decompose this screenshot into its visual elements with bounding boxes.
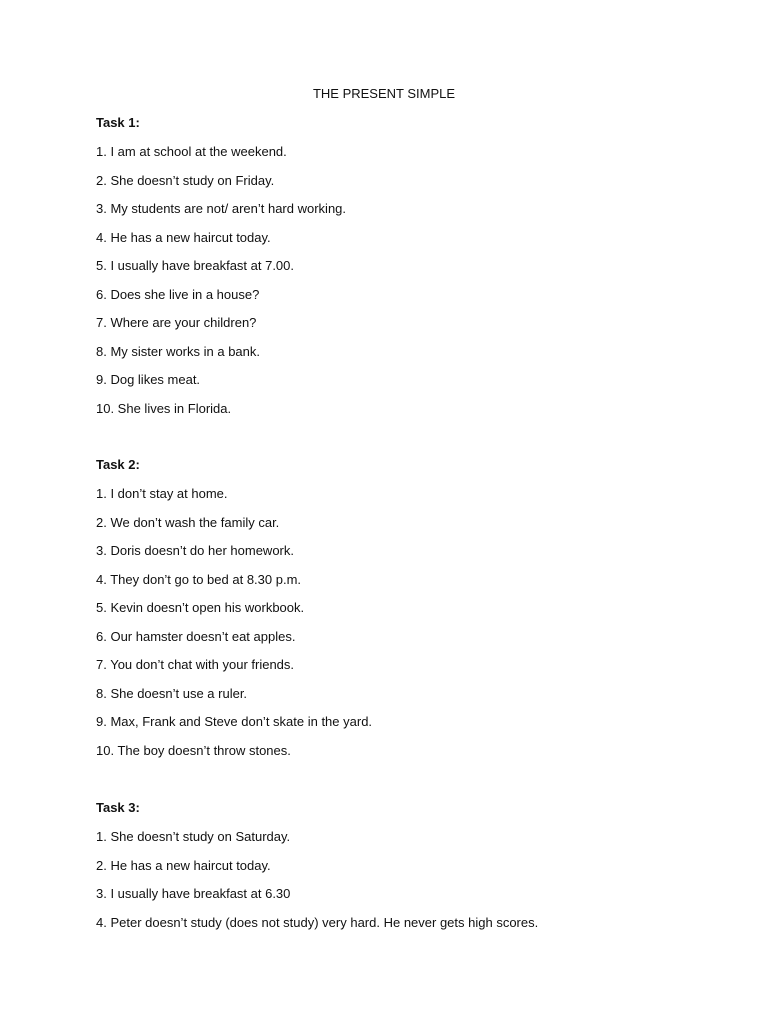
list-item: 2. We don’t wash the family car.	[96, 514, 280, 530]
list-item: 2. She doesn’t study on Friday.	[96, 172, 275, 188]
list-item: 5. Kevin doesn’t open his workbook.	[96, 600, 305, 615]
task-1-section	[96, 115, 696, 429]
list-item: 7. You don’t chat with your friends.	[96, 657, 295, 672]
list-item: 9. Max, Frank and Steve don’t skate in the yard.	[96, 714, 373, 729]
list-item: 9. Dog likes meat.	[96, 372, 201, 387]
list-item: 8. My sister works in a bank.	[96, 343, 260, 359]
list-item: 3. I usually have breakfast at 6.30	[96, 886, 291, 901]
task-3-section	[96, 800, 696, 943]
list-item: 8. She doesn’t use a ruler.	[96, 685, 248, 701]
list-item: 4. He has a new haircut today.	[96, 229, 271, 245]
list-item: 2. He has a new haircut today.	[96, 857, 271, 873]
task-heading: Task 3:	[96, 800, 140, 815]
task-2-section	[96, 457, 696, 771]
list-item: 10. The boy doesn’t throw stones.	[96, 742, 291, 758]
task-heading: Task 1:	[96, 115, 140, 130]
list-item: 10. She lives in Florida.	[96, 400, 232, 416]
list-item: 3. My students are not/ aren’t hard working.	[96, 201, 347, 216]
list-item: 4. Peter doesn’t study (does not study) very hard. He never gets high scores.	[96, 914, 539, 930]
list-item: 3. Doris doesn’t do her homework.	[96, 543, 294, 558]
list-item: 4. They don’t go to bed at 8.30 p.m.	[96, 571, 302, 587]
list-item: 7. Where are your children?	[96, 315, 257, 330]
page-title: THE PRESENT SIMPLE	[312, 86, 456, 101]
list-item: 1. I don’t stay at home.	[96, 486, 228, 501]
list-item: 6. Our hamster doesn’t eat apples.	[96, 628, 296, 644]
list-item: 6. Does she live in a house?	[96, 286, 260, 302]
list-item: 1. I am at school at the weekend.	[96, 144, 287, 159]
list-item: 1. She doesn’t study on Saturday.	[96, 829, 291, 844]
task-heading: Task 2:	[96, 457, 140, 472]
list-item: 5. I usually have breakfast at 7.00.	[96, 258, 295, 273]
